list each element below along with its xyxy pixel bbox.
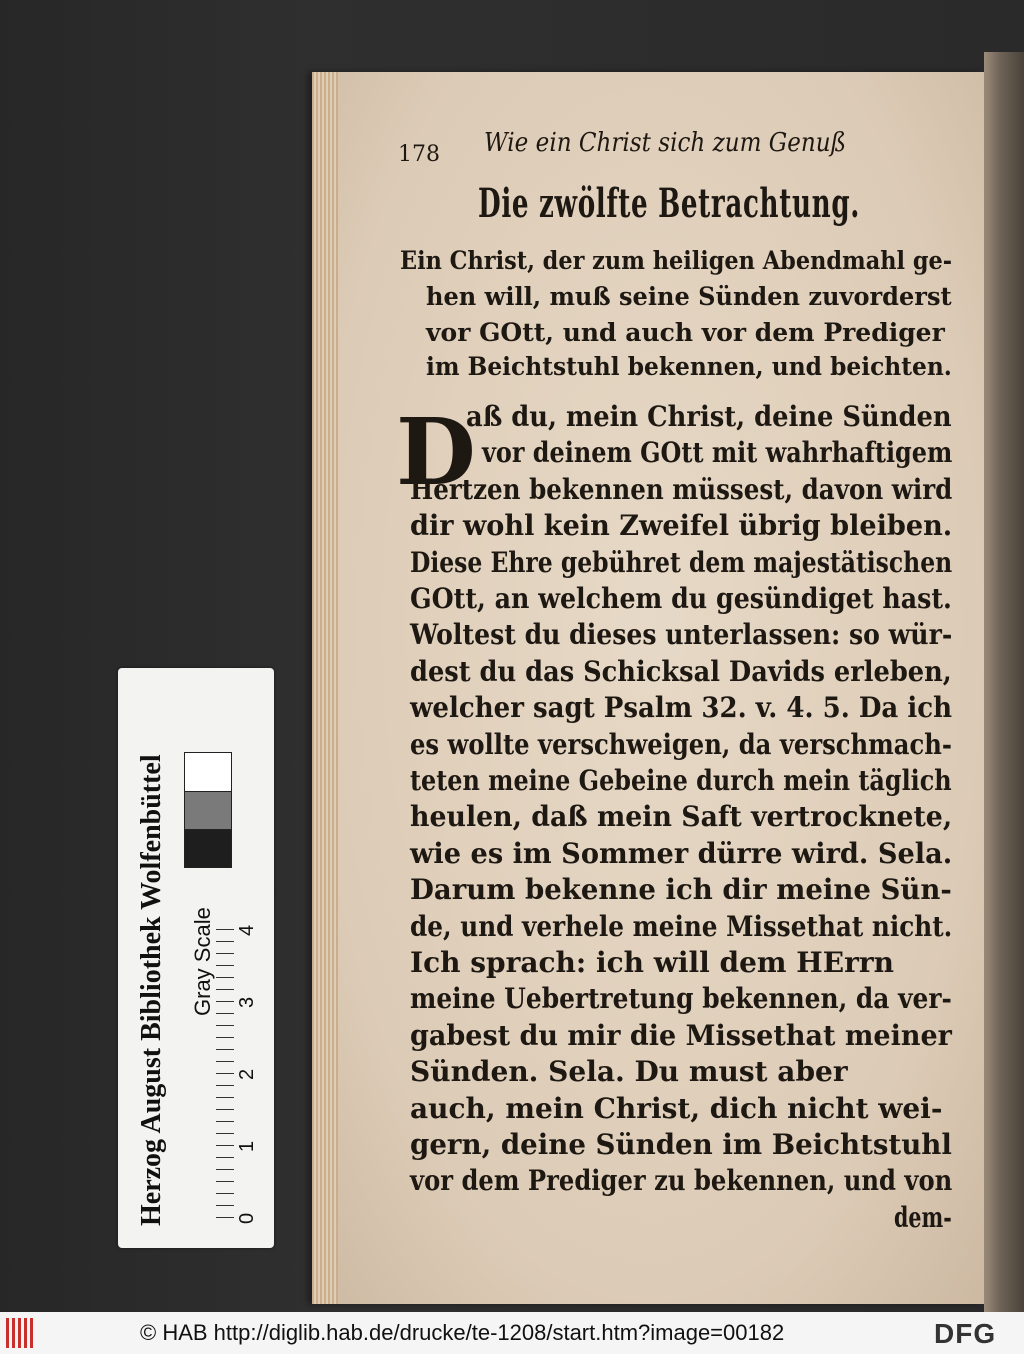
- gray-swatch-white: [184, 752, 232, 792]
- tick-label: 2: [236, 1068, 258, 1080]
- page-number: 178: [398, 142, 440, 167]
- body-line: dir wohl kein Zweifel übrig bleiben.: [410, 509, 953, 543]
- body-line: wie es im Sommer dürre wird. Sela.: [410, 836, 953, 870]
- summary-line: hen will, muß seine Sünden zuvorderst: [426, 282, 952, 311]
- running-title: Wie ein Christ sich zum Genuß: [484, 128, 846, 158]
- body-line: vor deinem GOtt mit wahrhaftigem: [482, 436, 953, 470]
- body-line: Darum bekenne ich dir meine Sün-: [410, 873, 952, 907]
- body-line: de, und verhele meine Missethat nicht.: [410, 909, 953, 943]
- dfg-logo: DFG: [934, 1318, 997, 1349]
- book-gutter: [984, 52, 1024, 1312]
- body-line: es wollte verschweigen, da verschmach-: [410, 727, 952, 761]
- drop-cap: D: [396, 398, 476, 506]
- summary-line: im Beichtstuhl bekennen, und beichten.: [426, 352, 952, 381]
- body-line: dem-: [894, 1200, 952, 1234]
- body-line: Woltest du dieses unterlassen: so wür-: [410, 618, 953, 652]
- gray-swatch-black: [184, 828, 232, 868]
- body-line: auch, mein Christ, dich nicht wei-: [410, 1091, 943, 1125]
- body-line: heulen, daß mein Saft vertrocknete,: [410, 800, 953, 834]
- body-line: Ich sprach: ich will dem HErrn: [410, 946, 894, 979]
- color-scale-card: [118, 668, 274, 1248]
- body-line: gern, deine Sünden im Beichtstuhl: [410, 1128, 952, 1161]
- body-line: teten meine Gebeine durch mein täglich: [410, 764, 952, 797]
- summary-line: vor GOtt, und auch vor dem Prediger: [426, 318, 945, 347]
- body-line: welcher sagt Psalm 32. v. 4. 5. Da ich: [410, 691, 952, 725]
- hab-logo-icon: [6, 1318, 36, 1348]
- body-line: aß du, mein Christ, deine Sünden: [466, 400, 952, 433]
- gray-swatch-mid: [184, 790, 232, 830]
- body-line: Sünden. Sela. Du must aber: [410, 1055, 848, 1089]
- footer-url: © HAB http://diglib.hab.de/drucke/te-1208/start.htm?image=00182: [140, 1320, 785, 1345]
- body-line: GOtt, an welchem du gesündiget hast.: [410, 582, 952, 615]
- tick-label: 0: [236, 1212, 258, 1224]
- body-line: meine Uebertretung bekennen, da ver-: [410, 982, 952, 1016]
- body-line: vor dem Prediger zu bekennen, und von: [410, 1164, 953, 1198]
- page-edge: [312, 72, 338, 1304]
- gray-scale-label: Gray Scale: [190, 907, 215, 1016]
- chapter-title: Die zwölfte Betrachtung.: [478, 180, 861, 227]
- summary-line: Ein Christ, der zum heiligen Abendmahl ge-: [400, 246, 953, 275]
- tick-label: 4: [236, 924, 258, 936]
- body-line: gabest du mir die Missethat meiner: [410, 1018, 952, 1052]
- body-line: dest du das Schicksal Davids erleben,: [410, 654, 952, 688]
- institution-name: Herzog August Bibliothek Wolfenbüttel: [136, 754, 167, 1226]
- tick-label: 1: [236, 1140, 258, 1152]
- body-line: Diese Ehre gebühret dem majestätischen: [410, 545, 953, 579]
- ruler-ticks: [216, 918, 234, 1218]
- body-line: Hertzen bekennen müssest, davon wird: [410, 472, 953, 506]
- tick-label: 3: [236, 996, 258, 1008]
